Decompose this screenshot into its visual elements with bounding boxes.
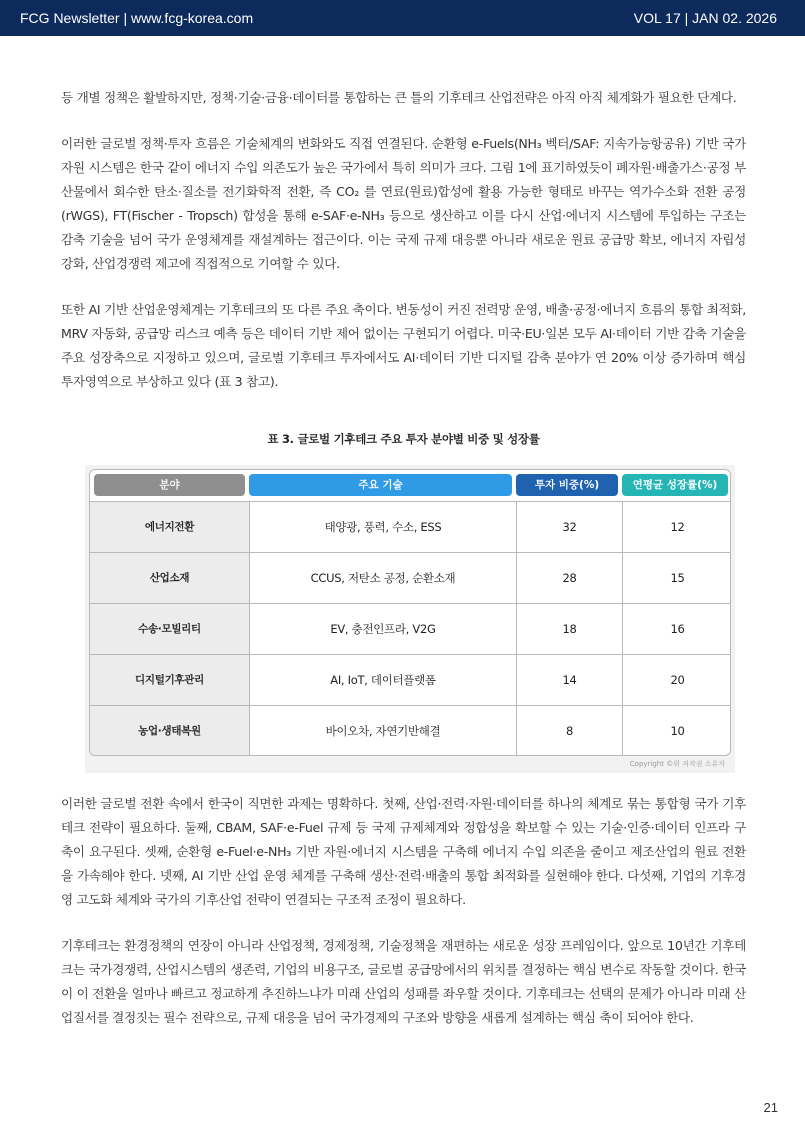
row-growth-cell: 10 [622, 706, 731, 756]
paragraph-5: 기후테크는 환경정책의 연장이 아니라 산업정책, 경제정책, 기술정책을 재편하는 새로운 성장 프레임이다. 앞으로 10년간 기후테크는 국가경쟁력, 산업시스템의 생존력, 기업의 비용구조, 글로벌 공급망에서의 위치를 결정하는 핵심 변수로 작동할 것이다. 한국이 이 전환을 얼마나 빠르고 정교하게 추진하느냐가 미래 산업의 성패를 좌우할 것이다. 기후테크는 선택의 문제가 아니라 미래 산업질서를 결정짓는 필수 전략으로, 규제 대응을 넘어 국가경제의 구조와 방향을 새롭게 설계하는 핵심 축이 되어야 한다. [61, 938, 746, 1025]
row-growth-cell: 20 [622, 655, 731, 705]
investment-table [89, 469, 731, 756]
row-tech-cell: 태양광, 풍력, 수소, ESS [249, 502, 516, 552]
investment-table-figure [85, 465, 735, 773]
table-row [90, 705, 731, 756]
row-field-cell: 에너지전환 [90, 502, 249, 552]
row-share-cell: 18 [516, 604, 622, 654]
paragraph-4: 이러한 글로벌 전환 속에서 한국이 직면한 과제는 명확하다. 첫째, 산업·전력·자원·데이터를 하나의 체계로 묶는 통합형 국가 기후테크 전략이 필요하다. 둘째, CBAM, SAF·e-Fuel 규제 등 국제 규제체계와 정합성을 확보할 수 있는 기술·인증·데이터 인프라 구축이 요구된다. 셋째, 순환형 e-Fuel·e-NH₃ 기반 자원·에너지 시스템을 구축해 에너지 수입 의존을 줄이고 제조산업의 원료 전환을 가속해야 한다. 넷째, AI 기반 산업 운영 체계를 구축해 생산·전력·배출의 통합 최적화를 실현해야 한다. 다섯째, 기업의 기후경영 고도화 체계와 국가의 기후산업 전략이 연결되는 구조적 조정이 필요하다. [61, 796, 746, 907]
table-caption-wrap [61, 431, 746, 447]
newsletter-header [0, 0, 805, 36]
table-row [90, 501, 731, 552]
row-share-cell: 28 [516, 553, 622, 603]
row-field-cell: 수송·모빌리티 [90, 604, 249, 654]
row-field-cell: 디지털기후관리 [90, 655, 249, 705]
header-growth-rate: 연평균 성장률(%) [622, 474, 728, 496]
table-row [90, 603, 731, 654]
article-body-top [61, 86, 746, 416]
header-key-tech: 주요 기술 [249, 474, 512, 496]
row-share-cell: 14 [516, 655, 622, 705]
paragraph-1: 등 개별 정책은 활발하지만, 정책·기술·금융·데이터를 통합하는 큰 틀의 기후테크 산업전략은 아직 아직 체계화가 필요한 단계다. [61, 90, 737, 105]
row-growth-cell: 16 [622, 604, 731, 654]
row-growth-cell: 12 [622, 502, 731, 552]
row-tech-cell: AI, IoT, 데이터플랫폼 [249, 655, 516, 705]
paragraph-2: 이러한 글로벌 정책·투자 흐름은 기술체계의 변화와도 직접 연결된다. 순환형 e-Fuels(NH₃ 벡터/SAF: 지속가능항공유) 기반 국가자원 시스템은 한국 같이 에너지 수입 의존도가 높은 국가에서 특히 의미가 크다. 그림 1에 표기하였듯이 폐자원·배출가스·공정 부산물에서 회수한 탄소·질소를 전기화학적 전환, 즉 CO₂ 를 연료(원료)합성에 활용 가능한 형태로 바꾸는 역가수소화 전환 공정(rWGS), FT(Fischer - Tropsch) 합성을 통해 e-SAF·e-NH₃ 등으로 생산하고 이를 다시 산업·에너지 시스템에 투입하는 구조는 감축 기술을 넘어 국가 운영체계를 재설계하는 접근이다. 이는 국제 규제 대응뿐 아니라 새로운 원료 공급망 확보, 에너지 자립성 강화, 산업경쟁력 제고에 직접적으로 기여할 수 있다. [61, 136, 746, 271]
row-share-cell: 8 [516, 706, 622, 756]
header-investment-share: 투자 비중(%) [516, 474, 618, 496]
newsletter-site-label: FCG Newsletter | www.fcg-korea.com [20, 10, 254, 26]
page-number: 21 [763, 1100, 778, 1115]
table-caption: 표 3. 글로벌 기후테크 주요 투자 분야별 비중 및 성장률 [267, 432, 540, 446]
row-share-cell: 32 [516, 502, 622, 552]
article-body-bottom [61, 792, 746, 1052]
table-row [90, 654, 731, 705]
row-growth-cell: 15 [622, 553, 731, 603]
row-tech-cell: 바이오차, 자연기반해결 [249, 706, 516, 756]
row-tech-cell: EV, 충전인프라, V2G [249, 604, 516, 654]
row-tech-cell: CCUS, 저탄소 공정, 순환소재 [249, 553, 516, 603]
row-field-cell: 농업·생태복원 [90, 706, 249, 756]
table-header-row [90, 470, 731, 501]
copyright-note: Copyright ©위 저작권 소유자 [629, 760, 725, 768]
header-field: 분야 [94, 474, 245, 496]
table-row [90, 552, 731, 603]
row-field-cell: 산업소재 [90, 553, 249, 603]
issue-date-label: VOL 17 | JAN 02. 2026 [633, 10, 777, 26]
paragraph-3: 또한 AI 기반 산업운영체계는 기후테크의 또 다른 주요 축이다. 변동성이 커진 전력망 운영, 배출·공정·에너지 흐름의 통합 최적화, MRV 자동화, 공급망 리스크 예측 등은 데이터 기반 제어 없이는 구현되기 어렵다. 미국·EU·일본 모두 AI·데이터 기반 감축 기술을 주요 성장축으로 지정하고 있으며, 글로벌 기후테크 투자에서도 AI·데이터 기반 디지털 감축 분야가 연 20% 이상 증가하며 핵심 투자영역으로 부상하고 있다 (표 3 참고). [61, 302, 746, 389]
